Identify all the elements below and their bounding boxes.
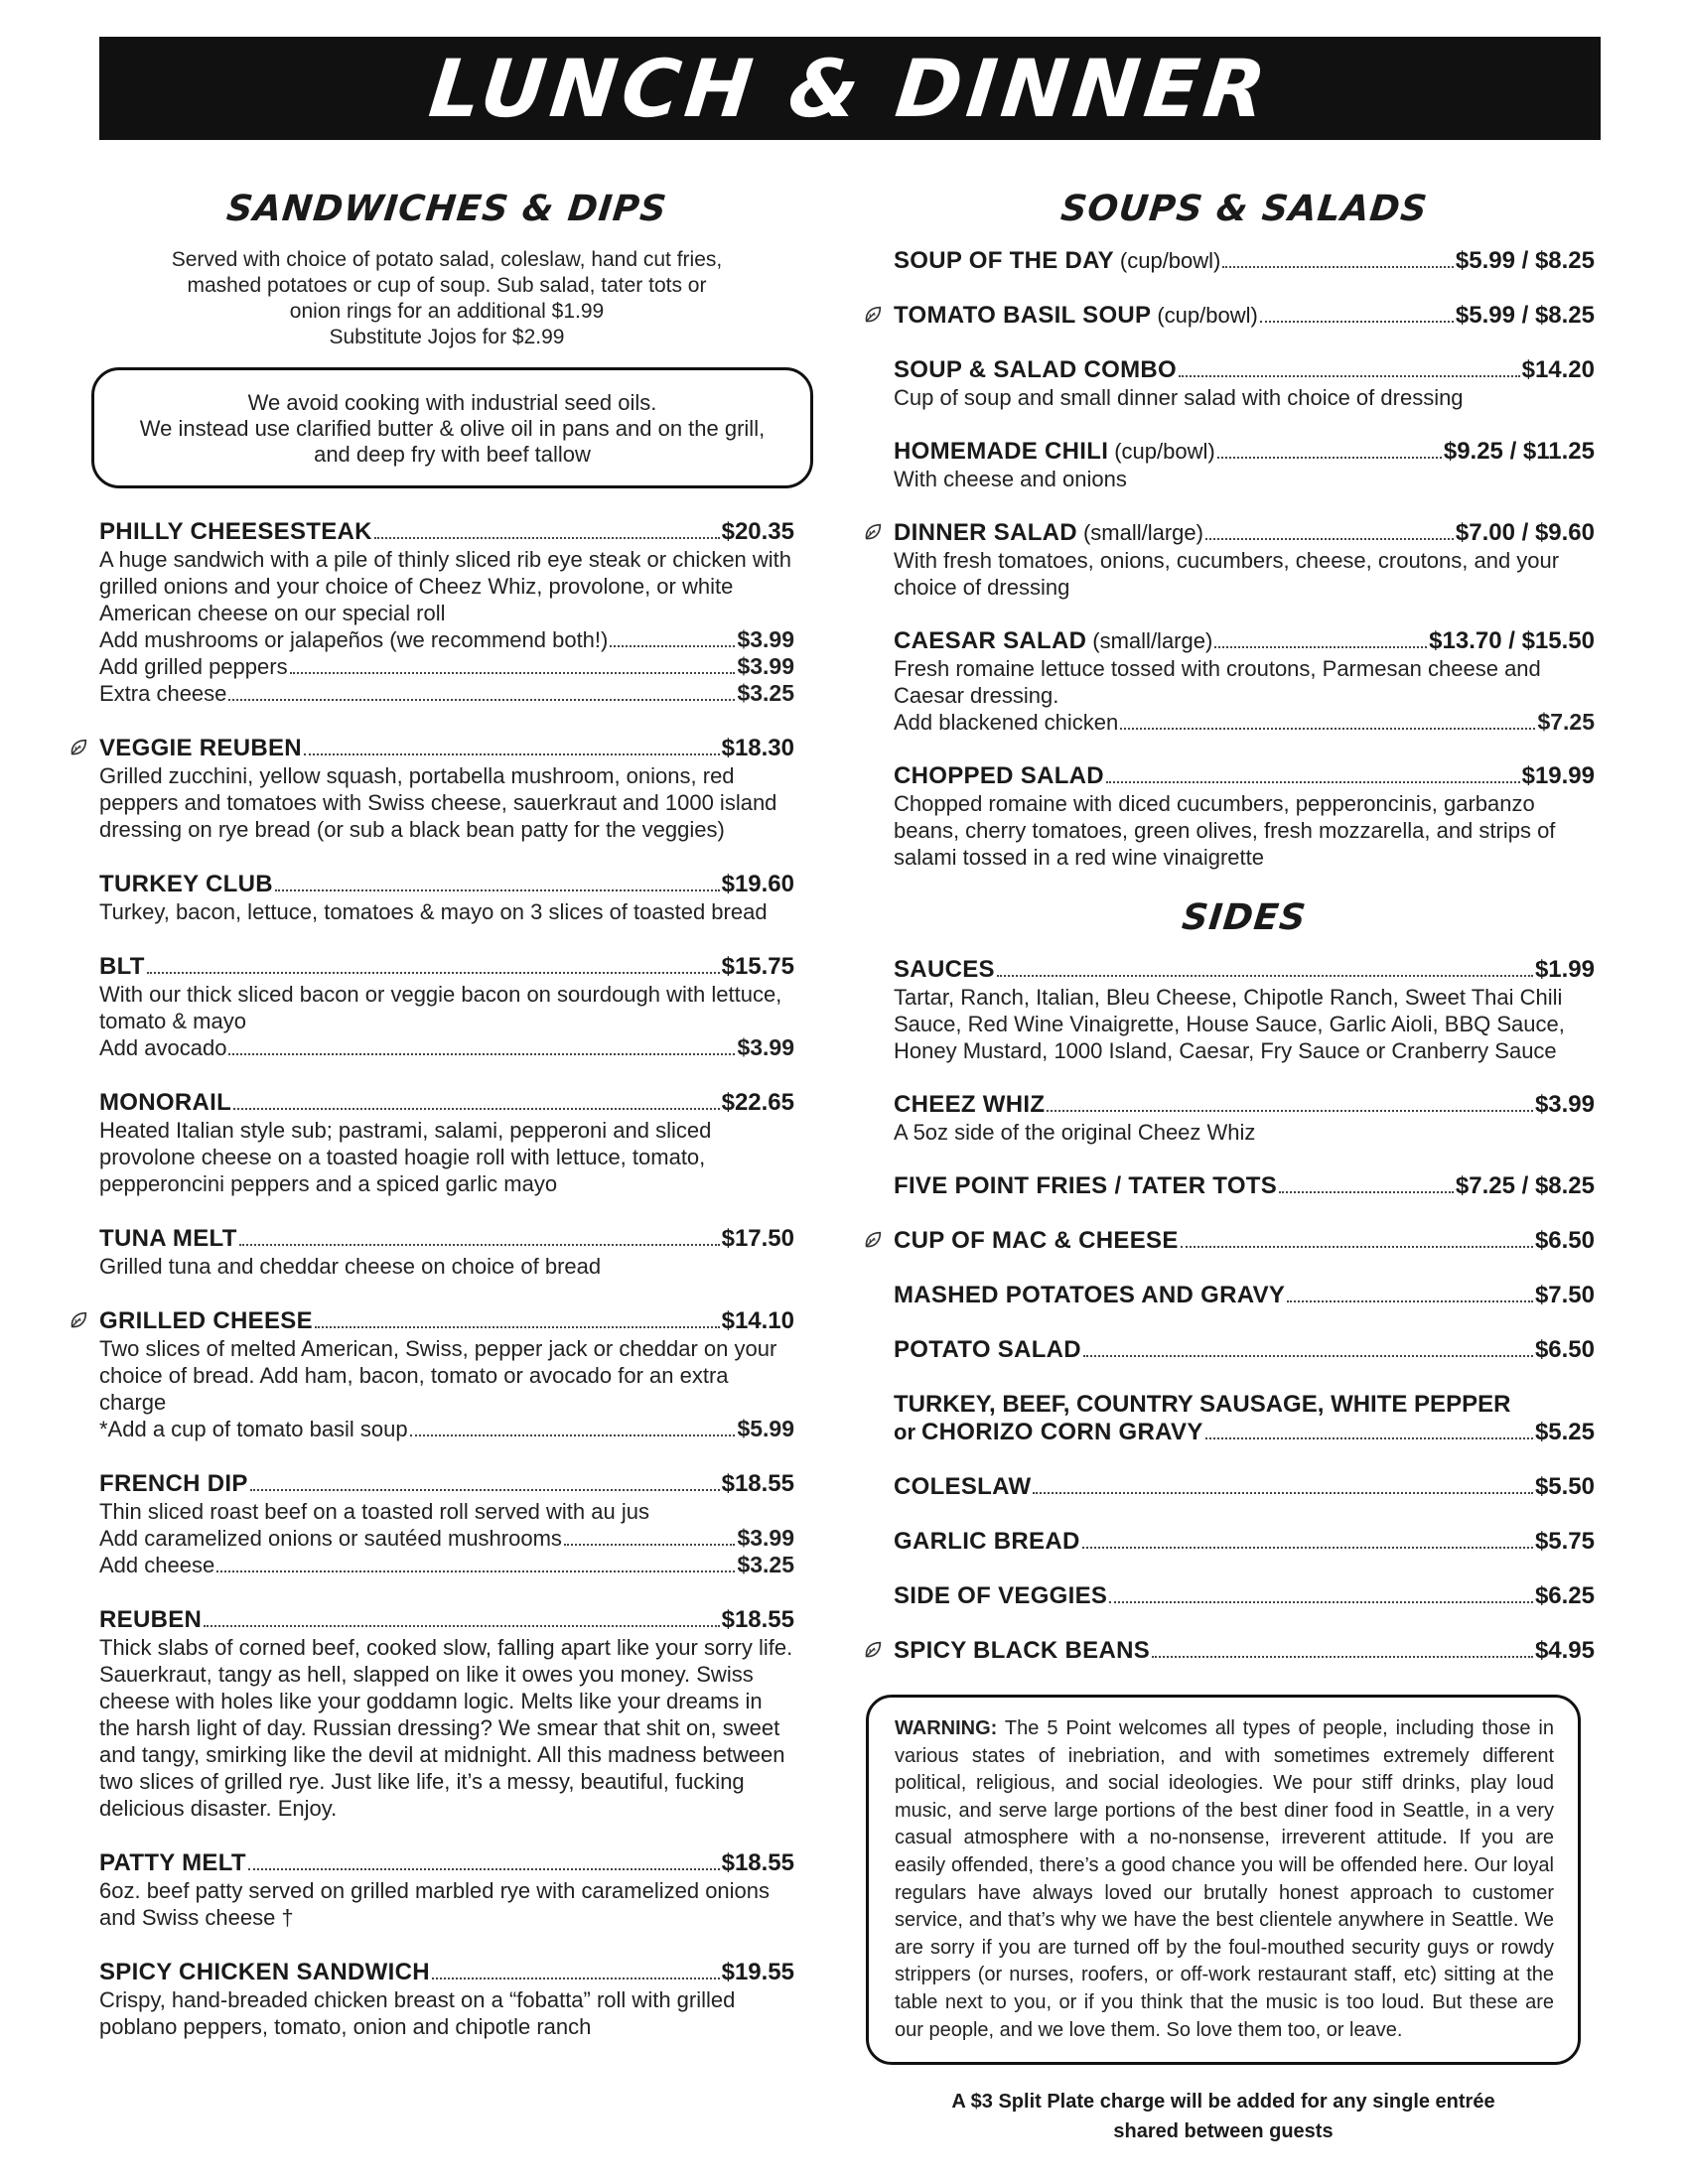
item-price: $18.55 — [721, 1849, 794, 1876]
item-price: $20.35 — [721, 518, 794, 545]
addon-price: $7.25 — [1537, 709, 1595, 735]
item-addon — [99, 1034, 794, 1061]
item-header — [894, 1528, 1595, 1556]
menu-item — [894, 247, 1595, 275]
item-addon — [99, 653, 794, 680]
dot-leader — [1106, 781, 1520, 783]
leaf-icon — [862, 1229, 884, 1251]
item-name-line: TURKEY, BEEF, COUNTRY SAUSAGE, WHITE PEPPER — [894, 1391, 1511, 1418]
dot-leader — [1205, 538, 1454, 540]
menu-item — [894, 1473, 1595, 1501]
item-price: $7.00 / $9.60 — [1455, 519, 1595, 546]
item-name: CUP OF MAC & CHEESE — [894, 1227, 1179, 1254]
menu-item — [894, 1172, 1595, 1200]
menu-item — [894, 1282, 1595, 1309]
menu-item — [894, 519, 1595, 601]
item-header — [99, 1225, 794, 1253]
addon-label: Extra cheese — [99, 681, 227, 706]
leaf-icon — [862, 1639, 884, 1661]
item-header — [894, 1091, 1595, 1119]
split-note-line: shared between guests — [1113, 2120, 1334, 2143]
item-header — [894, 1637, 1595, 1665]
item-description: Tartar, Ranch, Italian, Bleu Cheese, Chipotle Ranch, Sweet Thai Chili Sauce, Red Wine Vinaigrette, House Sauce, Garlic Aioli, BBQ Sauce, Honey Mustard, 1000 Island, Caesar, Fry Sauce or Cranberry Sauce — [894, 985, 1565, 1063]
menu-item — [894, 356, 1595, 411]
item-name: SPICY BLACK BEANS — [894, 1637, 1151, 1664]
item-header — [99, 518, 794, 546]
item-description: Grilled zucchini, yellow squash, portabella mushroom, onions, red peppers and tomatoes with Swiss cheese, sauerkraut and 1000 island dressing on rye bread (or sub a black bean patty for the veggies) — [99, 763, 777, 842]
item-name: HOMEMADE CHILI — [894, 438, 1109, 465]
item-name: SOUP & SALAD COMBO — [894, 356, 1177, 383]
sandwiches-column — [99, 189, 794, 2068]
dot-leader — [216, 1570, 735, 1572]
addon-label: Add caramelized onions or sautéed mushrooms — [99, 1526, 562, 1551]
dot-leader — [1287, 1300, 1533, 1302]
item-description: 6oz. beef patty served on grilled marbled rye with caramelized onions and Swiss cheese † — [99, 1878, 771, 1930]
intro-line: onion rings for an additional $1.99 — [289, 300, 605, 323]
item-name: CHEEZ WHIZ — [894, 1091, 1046, 1118]
leaf-icon — [862, 521, 884, 543]
dot-leader — [147, 972, 720, 974]
item-size-note: (small/large) — [1092, 628, 1213, 653]
sandwiches-title: SANDWICHES & DIPS — [224, 189, 669, 229]
item-price: $22.65 — [721, 1089, 794, 1116]
menu-item — [894, 1637, 1595, 1665]
item-name: SOUP OF THE DAY — [894, 247, 1114, 274]
item-addon — [99, 1552, 794, 1578]
item-price: $19.55 — [721, 1959, 794, 1985]
item-header — [894, 762, 1595, 790]
item-price: $5.25 — [1534, 1419, 1595, 1445]
item-header — [99, 1307, 794, 1335]
item-size-note: (cup/bowl) — [1119, 248, 1221, 273]
right-column — [894, 189, 1595, 2146]
item-header — [99, 1089, 794, 1117]
item-description: Crispy, hand-breaded chicken breast on a “fobatta” roll with grilled poblano peppers, tomato, onion and chipotle ranch — [99, 1987, 736, 2039]
item-header — [894, 356, 1595, 384]
dot-leader — [1217, 457, 1442, 459]
item-addon — [99, 680, 794, 707]
item-name: CHORIZO CORN GRAVY — [921, 1419, 1203, 1445]
menu-item — [99, 1959, 794, 2040]
item-header — [99, 1470, 794, 1498]
dot-leader — [228, 1053, 735, 1055]
addon-price: $3.99 — [737, 1525, 794, 1551]
item-name-prefix: or — [894, 1420, 915, 1444]
intro-line: Substitute Jojos for $2.99 — [329, 326, 565, 348]
dot-leader — [239, 1244, 720, 1246]
item-name: TURKEY CLUB — [99, 871, 273, 897]
dot-leader — [997, 975, 1533, 977]
item-price: $7.50 — [1534, 1282, 1595, 1308]
menu-banner — [99, 37, 1601, 140]
item-price: $9.25 / $11.25 — [1443, 438, 1595, 465]
item-header — [894, 956, 1595, 984]
dot-leader — [250, 1489, 720, 1491]
addon-price: $3.99 — [737, 1034, 794, 1060]
dot-leader — [1279, 1191, 1454, 1193]
item-description: Thin sliced roast beef on a toasted roll served with au jus — [99, 1499, 649, 1524]
item-name: SIDE OF VEGGIES — [894, 1582, 1108, 1609]
dot-leader — [1033, 1492, 1533, 1494]
dot-leader — [228, 699, 735, 701]
menu-item — [99, 1470, 794, 1578]
item-header — [99, 1959, 794, 1986]
oil-note-line: We avoid cooking with industrial seed oils. — [247, 390, 657, 415]
item-name: SAUCES — [894, 956, 995, 983]
warning-box — [866, 1695, 1581, 2065]
split-note-line: A $3 Split Plate charge will be added for any single entrée — [951, 2091, 1495, 2114]
oil-note-box — [91, 367, 813, 488]
item-price: $17.50 — [721, 1225, 794, 1252]
item-header — [99, 953, 794, 981]
item-price: $14.20 — [1521, 356, 1595, 383]
item-name: SPICY CHICKEN SANDWICH — [99, 1959, 430, 1985]
item-price: $3.99 — [1534, 1091, 1595, 1118]
item-description: Cup of soup and small dinner salad with choice of dressing — [894, 385, 1464, 410]
item-price: $5.50 — [1534, 1473, 1595, 1500]
item-description: With fresh tomatoes, onions, cucumbers, cheese, croutons, and your choice of dressing — [894, 548, 1560, 600]
item-description: With cheese and onions — [894, 467, 1127, 491]
item-name: GARLIC BREAD — [894, 1528, 1080, 1555]
item-name: TOMATO BASIL SOUP — [894, 302, 1152, 329]
dot-leader — [233, 1108, 720, 1110]
item-name: PHILLY CHEESESTEAK — [99, 518, 372, 545]
item-size-note: (small/large) — [1082, 520, 1203, 545]
dot-leader — [374, 537, 720, 539]
item-price: $1.99 — [1534, 956, 1595, 983]
item-header — [894, 1582, 1595, 1610]
menu-title: LUNCH & DINNER — [425, 42, 1275, 135]
item-price: $5.99 / $8.25 — [1455, 247, 1595, 274]
item-name: TUNA MELT — [99, 1225, 237, 1252]
menu-item — [99, 1225, 794, 1280]
addon-price: $5.99 — [737, 1416, 794, 1441]
item-name: FRENCH DIP — [99, 1470, 248, 1497]
item-price: $5.75 — [1534, 1528, 1595, 1555]
item-addon — [99, 1525, 794, 1552]
dot-leader — [248, 1868, 720, 1870]
item-header — [894, 1172, 1595, 1200]
item-price: $7.25 / $8.25 — [1455, 1172, 1595, 1199]
dot-leader — [315, 1326, 720, 1328]
addon-label: Add mushrooms or jalapeños (we recommend both!) — [99, 627, 609, 652]
dot-leader — [1179, 375, 1520, 377]
item-name: CAESAR SALAD — [894, 627, 1087, 654]
addon-label: Add cheese — [99, 1553, 215, 1577]
item-header — [894, 247, 1595, 275]
dot-leader — [1205, 1437, 1533, 1439]
dot-leader — [204, 1625, 719, 1627]
item-name: MONORAIL — [99, 1089, 232, 1116]
dot-leader — [410, 1434, 736, 1436]
addon-price: $3.25 — [737, 680, 794, 706]
item-addon — [99, 1416, 794, 1442]
item-name: REUBEN — [99, 1606, 203, 1633]
addon-label: Add blackened chicken — [894, 710, 1119, 735]
item-name: DINNER SALAD — [894, 519, 1077, 546]
soups-title: SOUPS & SALADS — [1058, 189, 1430, 229]
warning-text: The 5 Point welcomes all types of people, including those in various states of inebriation, and with sometimes extremely different political, religious, and social ideologies. We pour stiff drinks, play loud music, and serve large portions of the best diner food in Seattle, in a very casual atmosphere with a no-nonsense, irreverent attitude. If you are easily offended, there’s a good chance you will be offended here. Our loyal regulars have always loved our brutally honest approach to customer service, and that’s why we have the best clientele anywhere in Seattle. We are sorry if you are turned off by the foul-mouthed security guys or rowdy strippers (or nurses, roofers, or off-work restaurant staff, etc) sitting at the table next to you, or if you think that the music is too loud. But these are our people, and we love them. So love them too, or leave. — [895, 1717, 1554, 2041]
item-price: $6.50 — [1534, 1227, 1595, 1254]
item-price: $6.50 — [1534, 1336, 1595, 1363]
addon-price: $3.99 — [737, 626, 794, 652]
sandwich-list — [99, 518, 794, 2040]
addon-label: *Add a cup of tomato basil soup — [99, 1417, 408, 1441]
item-price: $5.99 / $8.25 — [1455, 302, 1595, 329]
item-description: Grilled tuna and cheddar cheese on choice of bread — [99, 1254, 602, 1279]
item-description: A huge sandwich with a pile of thinly sliced rib eye steak or chicken with grilled onions and your choice of Cheez Whiz, provolone, or white American cheese on our special roll — [99, 547, 792, 625]
dot-leader — [1120, 728, 1535, 730]
item-price: $19.99 — [1521, 762, 1595, 789]
dot-leader — [1260, 321, 1454, 323]
addon-price: $3.25 — [737, 1552, 794, 1577]
addon-price: $3.99 — [737, 653, 794, 679]
item-description: A 5oz side of the original Cheez Whiz — [894, 1120, 1256, 1145]
item-description: Two slices of melted American, Swiss, pepper jack or cheddar on your choice of bread. Add ham, bacon, tomato or avocado for an extra charge — [99, 1336, 777, 1415]
item-description: Heated Italian style sub; pastrami, salami, pepperoni and sliced provolone cheese on a toasted hoagie roll with lettuce, tomato, pepperoncini peppers and a spiced garlic mayo — [99, 1118, 712, 1196]
sandwiches-intro — [99, 247, 794, 350]
dot-leader — [1047, 1110, 1533, 1112]
item-header — [99, 1606, 794, 1634]
menu-item — [99, 1606, 794, 1822]
item-header — [894, 1473, 1595, 1501]
menu-item — [894, 956, 1595, 1064]
menu-item — [99, 1089, 794, 1197]
item-name: CHOPPED SALAD — [894, 762, 1104, 789]
intro-line: mashed potatoes or cup of soup. Sub salad, tater tots or — [187, 274, 707, 297]
dot-leader — [1083, 1355, 1533, 1357]
menu-item — [99, 953, 794, 1061]
dot-leader — [304, 753, 720, 755]
dot-leader — [1214, 646, 1427, 648]
item-name: MASHED POTATOES AND GRAVY — [894, 1282, 1286, 1308]
item-name: COLESLAW — [894, 1473, 1032, 1500]
item-description: Chopped romaine with diced cucumbers, pepperoncinis, garbanzo beans, cherry tomatoes, green olives, fresh mozzarella, and strips of salami tossed in a red wine vinaigrette — [894, 791, 1556, 870]
item-price: $13.70 / $15.50 — [1429, 627, 1595, 654]
item-header — [99, 1849, 794, 1877]
item-price: $18.55 — [721, 1470, 794, 1497]
item-header — [99, 871, 794, 898]
item-price: $6.25 — [1534, 1582, 1595, 1609]
addon-label: Add grilled peppers — [99, 654, 288, 679]
item-description: With our thick sliced bacon or veggie bacon on sourdough with lettuce, tomato & mayo — [99, 982, 782, 1033]
item-addon — [99, 626, 794, 653]
menu-item — [99, 1849, 794, 1931]
dot-leader — [290, 672, 736, 674]
dot-leader — [275, 889, 720, 891]
item-name: PATTY MELT — [99, 1849, 246, 1876]
item-name: FIVE POINT FRIES / TATER TOTS — [894, 1172, 1278, 1199]
dot-leader — [1109, 1601, 1533, 1603]
split-plate-note — [866, 2087, 1581, 2146]
intro-line: Served with choice of potato salad, coleslaw, hand cut fries, — [171, 248, 723, 271]
item-addon — [894, 709, 1595, 736]
leaf-icon — [68, 737, 89, 758]
dot-leader — [564, 1544, 736, 1546]
menu-item — [99, 871, 794, 925]
menu-item — [99, 518, 794, 707]
item-size-note: (cup/bowl) — [1157, 303, 1258, 328]
leaf-icon — [68, 1309, 89, 1331]
item-name: GRILLED CHEESE — [99, 1307, 313, 1334]
warning-label: WARNING: — [895, 1717, 998, 1739]
sides-list — [894, 956, 1595, 1665]
menu-item — [894, 762, 1595, 871]
menu-item — [99, 735, 794, 843]
item-header — [894, 438, 1595, 466]
item-header — [894, 1419, 1595, 1446]
menu-item — [894, 627, 1595, 736]
item-name: BLT — [99, 953, 145, 980]
item-price: $14.10 — [721, 1307, 794, 1334]
addon-label: Add avocado — [99, 1035, 227, 1060]
item-price: $18.30 — [721, 735, 794, 761]
item-header — [894, 1227, 1595, 1255]
sides-title: SIDES — [1180, 897, 1309, 938]
soup-list — [894, 247, 1595, 871]
dot-leader — [1222, 266, 1454, 268]
item-price: $18.55 — [721, 1606, 794, 1633]
menu-item — [894, 1227, 1595, 1255]
item-price: $15.75 — [721, 953, 794, 980]
item-price: $19.60 — [721, 871, 794, 897]
menu-item — [894, 1528, 1595, 1556]
dot-leader — [1082, 1547, 1533, 1549]
item-header — [894, 1336, 1595, 1364]
item-header — [894, 519, 1595, 547]
oil-note-line: We instead use clarified butter & olive oil in pans and on the grill, — [139, 416, 766, 441]
menu-item — [894, 1582, 1595, 1610]
menu-item — [894, 438, 1595, 492]
menu-item — [894, 302, 1595, 330]
item-header — [894, 302, 1595, 330]
item-description: Fresh romaine lettuce tossed with croutons, Parmesan cheese and Caesar dressing. — [894, 656, 1541, 708]
menu-item — [894, 1091, 1595, 1146]
item-size-note: (cup/bowl) — [1114, 439, 1215, 464]
item-description: Thick slabs of corned beef, cooked slow, falling apart like your sorry life. Sauerkraut, tangy as hell, slapped on like it owes you money. Swiss cheese with holes like your goddamn logic. Melts like your dreams in the harsh light of day. Russian dressing? We smear that shit on, sweet and tangy, smirking like the devil at midnight. All this madness between two slices of grilled rye. Just like life, it’s a messy, beautiful, fucking delicious disaster. Enjoy. — [99, 1635, 793, 1821]
dot-leader — [610, 645, 735, 647]
dot-leader — [432, 1978, 720, 1979]
dot-leader — [1152, 1656, 1533, 1658]
leaf-icon — [862, 304, 884, 326]
item-name: POTATO SALAD — [894, 1336, 1081, 1363]
menu-item — [894, 1336, 1595, 1364]
oil-note-line: and deep fry with beef tallow — [314, 442, 591, 467]
item-header — [99, 735, 794, 762]
item-name: VEGGIE REUBEN — [99, 735, 302, 761]
menu-item — [99, 1307, 794, 1442]
item-header — [894, 627, 1595, 655]
dot-leader — [1181, 1246, 1533, 1248]
menu-item — [894, 1391, 1595, 1446]
item-description: Turkey, bacon, lettuce, tomatoes & mayo on 3 slices of toasted bread — [99, 899, 768, 924]
item-header — [894, 1282, 1595, 1309]
item-price: $4.95 — [1534, 1637, 1595, 1664]
